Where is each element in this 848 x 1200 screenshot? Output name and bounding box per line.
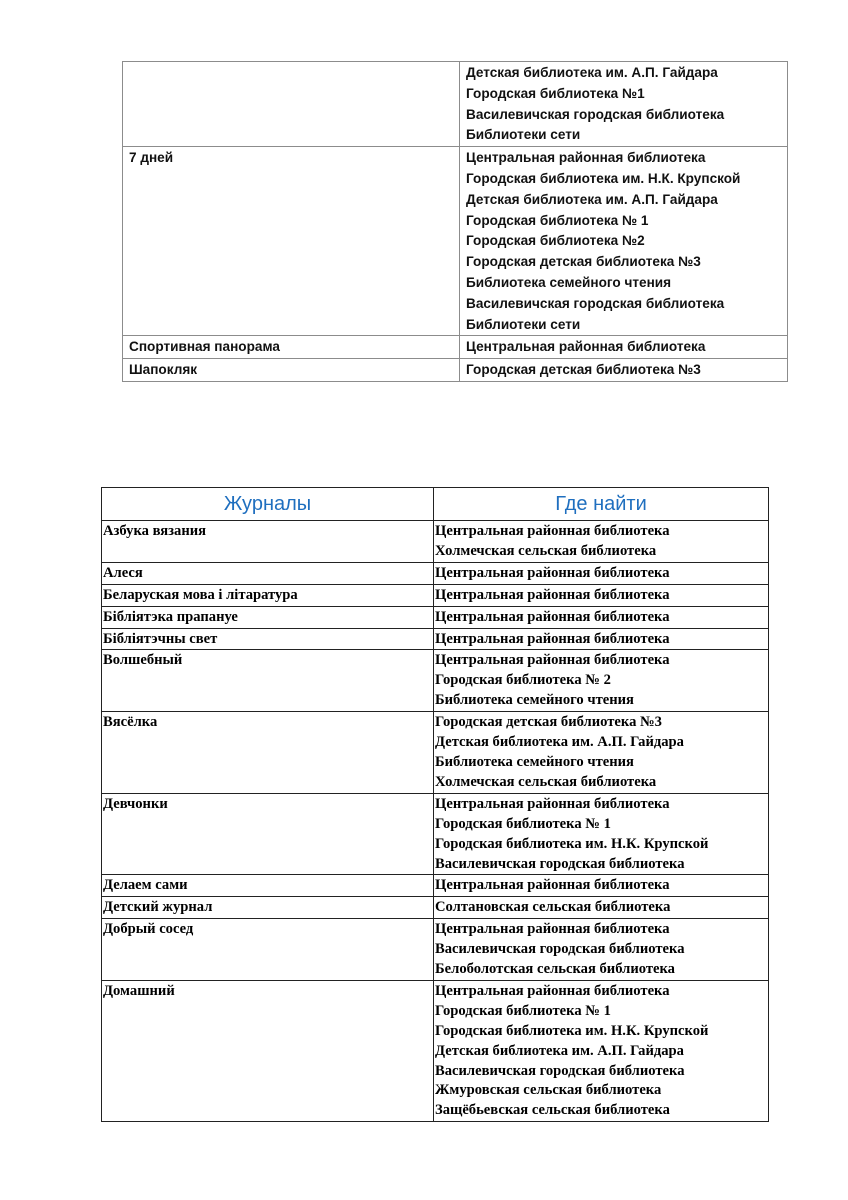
table-row — [102, 521, 769, 563]
table-row — [102, 793, 769, 875]
row-libraries — [434, 897, 769, 919]
row-libraries — [434, 712, 769, 794]
header-where-to-find: Где найти — [434, 488, 769, 521]
library-name: Городская библиотека № 1 — [435, 815, 611, 832]
table-row — [102, 628, 769, 650]
row-libraries — [460, 336, 788, 359]
row-libraries — [434, 650, 769, 712]
row-libraries — [460, 359, 788, 382]
top-table-body — [123, 62, 788, 382]
table-row — [123, 359, 788, 382]
row-libraries — [460, 62, 788, 147]
row-title: Детский журнал — [102, 897, 434, 919]
table-row — [102, 606, 769, 628]
row-libraries — [460, 147, 788, 336]
library-name: Центральная районная библиотека — [435, 630, 670, 647]
library-name: Центральная районная библиотека — [435, 564, 670, 581]
library-name: Центральная районная библиотека — [435, 921, 670, 938]
table-row — [102, 650, 769, 712]
row-title: 7 дней — [123, 147, 460, 336]
library-name: Холмечская сельская библиотека — [435, 773, 657, 790]
library-name: Библиотека семейного чтения — [435, 692, 634, 709]
row-title: Беларуская мова і літаратура — [102, 584, 434, 606]
table-row — [123, 62, 788, 147]
library-name: Библиотека семейного чтения — [466, 274, 672, 290]
library-name: Городская библиотека им. Н.К. Крупской — [466, 170, 741, 186]
library-name: Городская детская библиотека №3 — [466, 254, 701, 270]
journals-table-header-row — [102, 488, 769, 521]
table-row — [102, 980, 769, 1121]
row-libraries — [434, 562, 769, 584]
table-row — [102, 562, 769, 584]
table-row — [102, 897, 769, 919]
row-title: Девчонки — [102, 793, 434, 875]
library-name: Центральная районная библиотека — [466, 339, 706, 355]
row-title: Волшебный — [102, 650, 434, 712]
table-row — [102, 712, 769, 794]
library-name: Василевичская городская библиотека — [435, 855, 685, 872]
library-name: Холмечская сельская библиотека — [435, 542, 657, 559]
row-title: Добрый сосед — [102, 919, 434, 981]
library-name: Центральная районная библиотека — [435, 608, 670, 625]
library-name: Библиотеки сети — [466, 127, 581, 143]
table-row — [102, 875, 769, 897]
row-title: Бібліятэка прапануе — [102, 606, 434, 628]
row-libraries — [434, 628, 769, 650]
table-row — [102, 584, 769, 606]
row-title: Алеся — [102, 562, 434, 584]
row-libraries — [434, 875, 769, 897]
library-name: Центральная районная библиотека — [466, 150, 706, 166]
library-name: Белоболотская сельская библиотека — [435, 961, 675, 978]
library-name: Василевичская городская библиотека — [435, 941, 685, 958]
library-name: Центральная районная библиотека — [435, 523, 670, 539]
row-title: Бібліятэчны свет — [102, 628, 434, 650]
row-libraries — [434, 606, 769, 628]
library-name: Центральная районная библиотека — [435, 652, 670, 669]
row-title: Шапокляк — [123, 359, 460, 382]
row-title: Азбука вязания — [102, 521, 434, 563]
library-name: Солтановская сельская библиотека — [435, 899, 671, 916]
library-name: Детская библиотека им. А.П. Гайдара — [435, 734, 684, 751]
library-name: Защёбьевская сельская библиотека — [435, 1102, 670, 1119]
table-row — [123, 147, 788, 336]
library-name: Детская библиотека им. А.П. Гайдара — [466, 65, 718, 80]
row-libraries — [434, 793, 769, 875]
row-title: Вясёлка — [102, 712, 434, 794]
library-name: Городская библиотека №1 — [466, 85, 645, 101]
library-name: Детская библиотека им. А.П. Гайдара — [466, 191, 718, 207]
journals-table-body — [102, 521, 769, 1122]
journals-table — [101, 487, 769, 1122]
row-title: Делаем сами — [102, 875, 434, 897]
row-libraries — [434, 584, 769, 606]
library-name: Центральная районная библиотека — [435, 586, 670, 603]
library-name: Городская библиотека № 1 — [435, 1002, 611, 1019]
header-journals: Журналы — [102, 488, 434, 521]
row-title: Спортивная панорама — [123, 336, 460, 359]
row-title — [123, 62, 460, 147]
library-name: Городская библиотека № 1 — [466, 212, 649, 228]
table-row — [102, 919, 769, 981]
library-name: Василевичская городская библиотека — [466, 106, 725, 122]
library-name: Городская детская библиотека №3 — [435, 714, 662, 731]
library-name: Василевичская городская библиотека — [466, 295, 725, 311]
top-table-continuation — [122, 61, 788, 382]
row-libraries — [434, 980, 769, 1121]
library-name: Жмуровская сельская библиотека — [435, 1082, 662, 1099]
library-name: Городская детская библиотека №3 — [466, 362, 701, 378]
library-name: Библиотеки сети — [466, 316, 581, 332]
row-libraries — [434, 521, 769, 563]
library-name: Детская библиотека им. А.П. Гайдара — [435, 1042, 684, 1059]
library-name: Городская библиотека им. Н.К. Крупской — [435, 835, 709, 852]
row-title: Домашний — [102, 980, 434, 1121]
library-name: Городская библиотека № 2 — [435, 672, 611, 689]
library-name: Центральная районная библиотека — [435, 982, 670, 999]
library-name: Центральная районная библиотека — [435, 795, 670, 812]
library-name: Василевичская городская библиотека — [435, 1062, 685, 1079]
library-name: Городская библиотека №2 — [466, 233, 645, 249]
row-libraries — [434, 919, 769, 981]
library-name: Городская библиотека им. Н.К. Крупской — [435, 1022, 709, 1039]
table-row — [123, 336, 788, 359]
library-name: Центральная районная библиотека — [435, 877, 670, 894]
library-name: Библиотека семейного чтения — [435, 753, 634, 770]
